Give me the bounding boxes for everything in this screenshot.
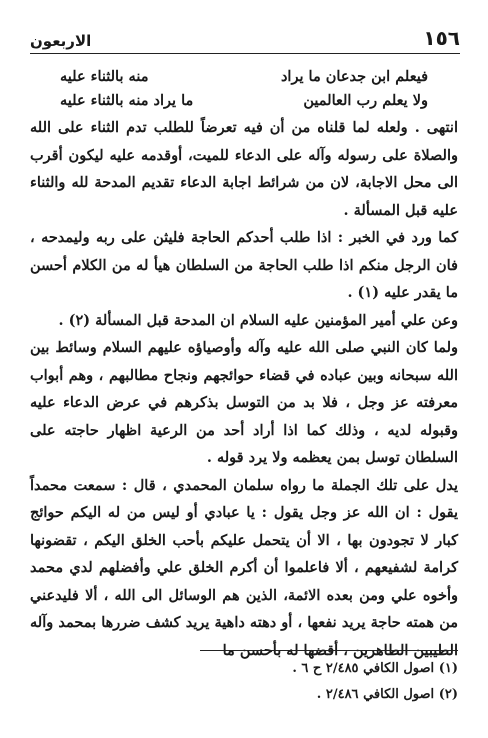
footnote: (٢) اصول الكافي ٢/٤٨٦ . [316,687,458,702]
footnote-divider [200,650,458,651]
poem-hemistich-left: ما يراد منه بالثناء عليه [60,91,194,109]
body-text [30,114,458,664]
paragraph: يدل على تلك الجملة ما رواه سلمان المحمدي ، قال : سمعت محمداً يقول : ان الله عز وجل يقول : يا عبادي أو ليس من له اليكم حوائج كبار لا تجودون بها ، الا أن يتحمل عليكم بأحب الخلق اليكم ، تقضونها كرامة لشفيعهم ، ألا فاعلموا أن أكرم الخلق علي وأفضلهم لدي محمد وأخوه علي ومن بعده الائمة، الذين هم الوسائل الى الله ، ألا فليدعني من همته حاجة يريد نفعها ، أو دهته داهية يريد كشف ضررها بمحمد وآله الطيبين الطاهرين ، أقضها له بأحسن ما [30,476,458,659]
page-number: ١٥٦ [423,26,460,50]
footnotes [30,656,458,708]
poem-line [60,64,428,88]
page-header [30,24,460,54]
poem-hemistich-right: ولا يعلم رب العالمين [303,91,428,109]
paragraph: كما ورد في الخبر : اذا طلب أحدكم الحاجة فليثن على ربه وليمدحه ، فان الرجل منكم اذا طلب الحاجة من السلطان هيأ له من الكلام أحسن ما يقدر عليه (١) . [30,229,458,301]
poem-line [60,88,428,112]
poem-hemistich-right: فيعلم ابن جدعان ما يراد [280,67,428,85]
paragraph: ولما كان النبي صلى الله عليه وآله وأوصياؤه عليهم السلام وسائط بين الله سبحانه وبين عباده في قضاء حوائجهم ونجاح مطالبهم ، وهم أبواب معرفته عز وجل ، فلا بد من التوسل بذكرهم في عرض الدعاء عليه وقبوله لديه ، وذلك كما اذا أراد أحد من الرعية اظهار حاجته على السلطان توسل بمن يعظمه ولا يرد قوله . [30,339,458,466]
paragraph: انتهى . ولعله لما قلناه من أن فيه تعرضاً للطلب تدم الثناء على الله والصلاة على رسوله وآله على الدعاء للميت، أوقدمه عليه ليكون أقرب الى محل الاجابة، لان من شرائط اجابة الدعاء تقديم المدحة لله والثناء عليه قبل المسألة . [30,119,458,219]
paragraph: وعن علي أمير المؤمنين عليه السلام ان المدحة قبل المسألة (٢) . [58,311,458,329]
running-title: الاربعون [30,32,92,50]
footnote: (١) اصول الكافي ٢/٤٨٥ ح ٦ . [292,661,458,676]
poem-hemistich-left: منه بالثناء عليه [60,67,149,85]
poem-verses [60,64,428,112]
